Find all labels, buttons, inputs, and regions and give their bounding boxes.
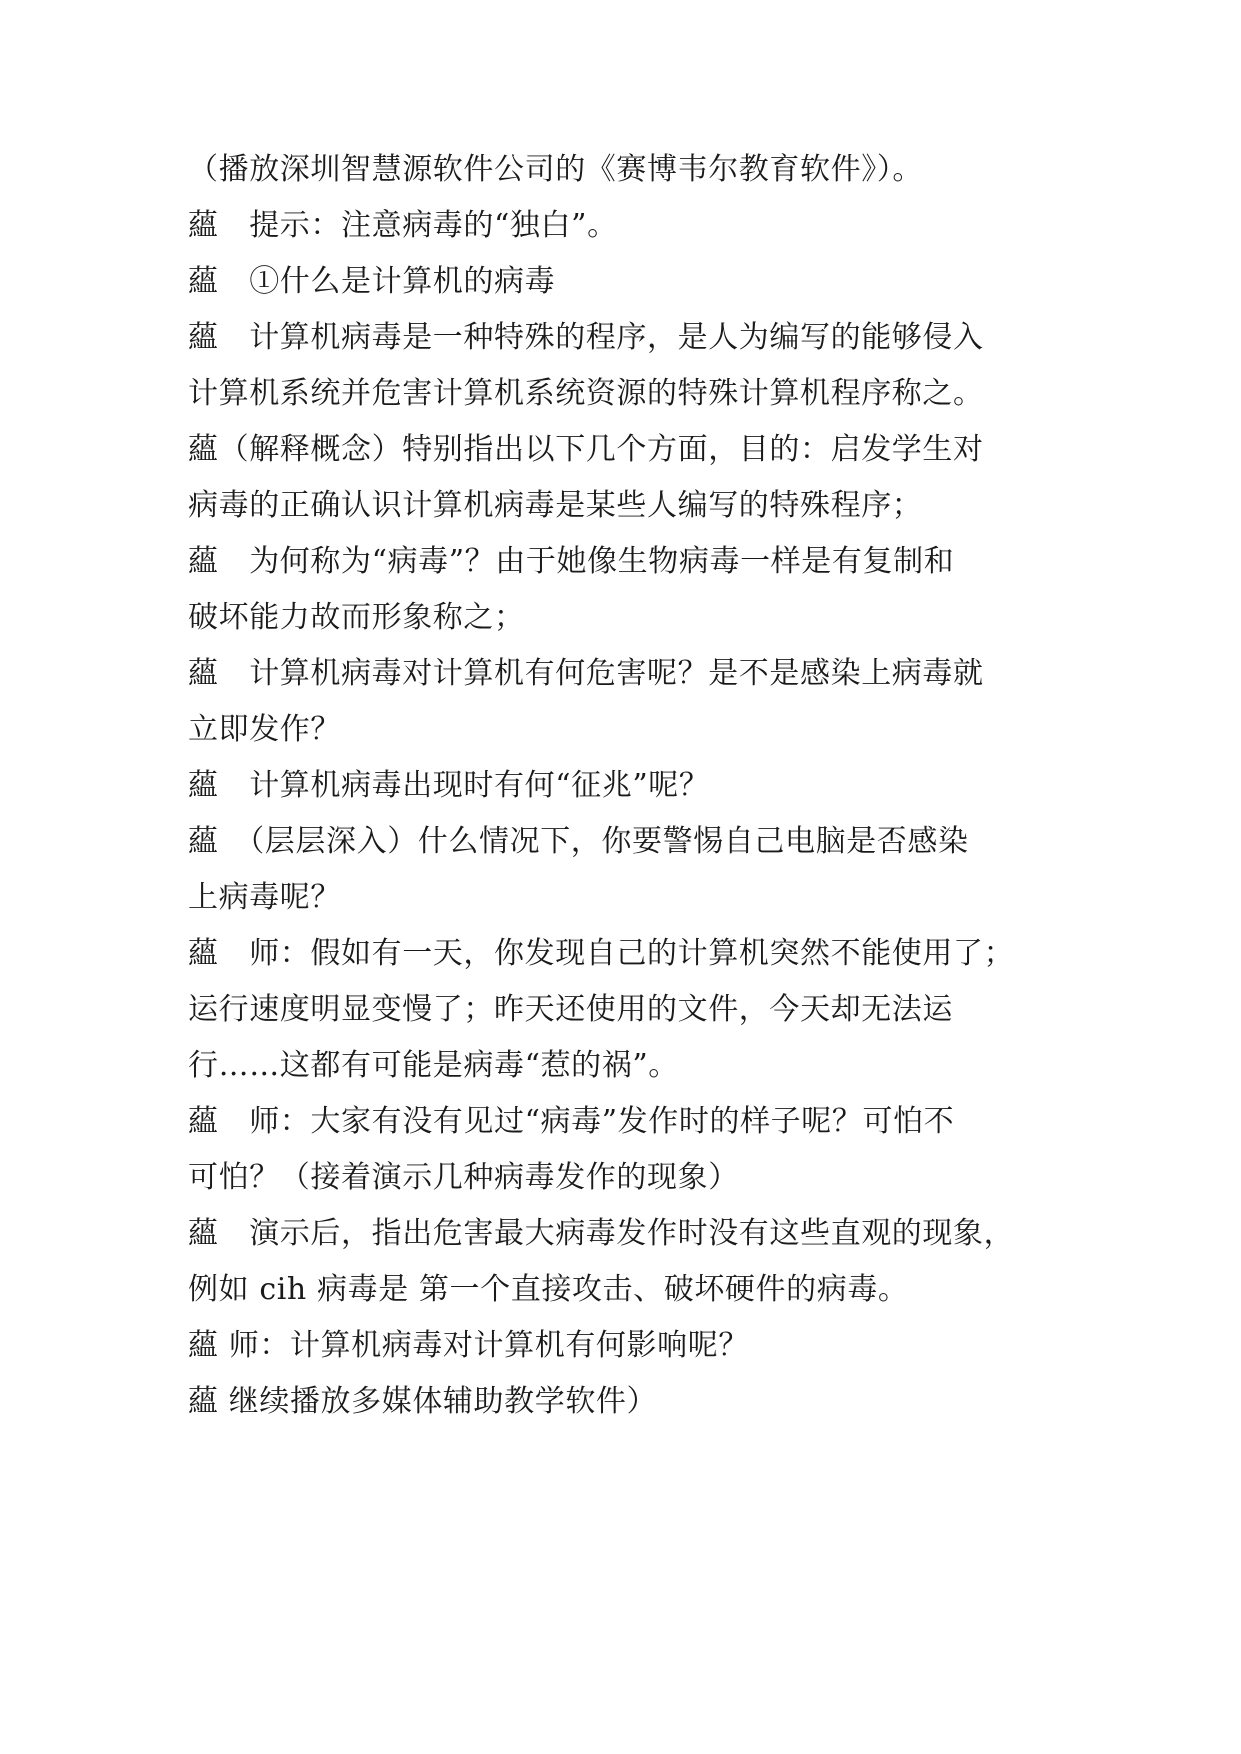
text-line: 蘊 ①什么是计算机的病毒 (188, 264, 556, 299)
text-line: 蘊 师：计算机病毒对计算机有何影响呢？ (188, 1328, 749, 1363)
text-line: 蘊 计算机病毒是一种特殊的程序，是人为编写的能够侵入 (188, 320, 984, 355)
text-line: 破坏能力故而形象称之； (188, 600, 525, 635)
text-line: 运行速度明显变慢了；昨天还使用的文件，今天却无法运 (188, 992, 953, 1027)
text-line: 上病毒呢？ (188, 880, 341, 915)
text-line: 病毒的正确认识计算机病毒是某些人编写的特殊程序； (188, 488, 923, 523)
text-line: （播放深圳智慧源软件公司的《赛博韦尔教育软件》）。 (188, 152, 923, 187)
text-line: 立即发作？ (188, 712, 341, 747)
text-line: 蘊 继续播放多媒体辅助教学软件） (188, 1384, 658, 1419)
text-line: 蘊（解释概念）特别指出以下几个方面，目的：启发学生对 (188, 432, 984, 467)
text-line: 蘊 计算机病毒出现时有何“征兆”呢？ (188, 768, 710, 803)
text-line: 例如 cih 病毒是 第一个直接攻击、破坏硬件的病毒。 (188, 1272, 909, 1307)
text-line: 蘊 演示后，指出危害最大病毒发作时没有这些直观的现象， (188, 1216, 1015, 1251)
text-line: 蘊 为何称为“病毒”？由于她像生物病毒一样是有复制和 (188, 544, 955, 579)
text-line: 蘊 师：大家有没有见过“病毒”发作时的样子呢？可怕不 (188, 1104, 955, 1139)
text-line: 行……这都有可能是病毒“惹的祸”。 (188, 1048, 679, 1083)
text-line: 蘊 提示：注意病毒的“独白”。 (188, 208, 618, 243)
text-line: 蘊 计算机病毒对计算机有何危害呢？是不是感染上病毒就 (188, 656, 984, 691)
text-line: 蘊 师：假如有一天，你发现自己的计算机突然不能使用了； (188, 936, 1015, 971)
text-line: 计算机系统并危害计算机系统资源的特殊计算机程序称之。 (188, 376, 984, 411)
text-line: 可怕？（接着演示几种病毒发作的现象） (188, 1160, 739, 1195)
text-line: 蘊 （层层深入）什么情况下，你要警惕自己电脑是否感染 (188, 824, 969, 859)
